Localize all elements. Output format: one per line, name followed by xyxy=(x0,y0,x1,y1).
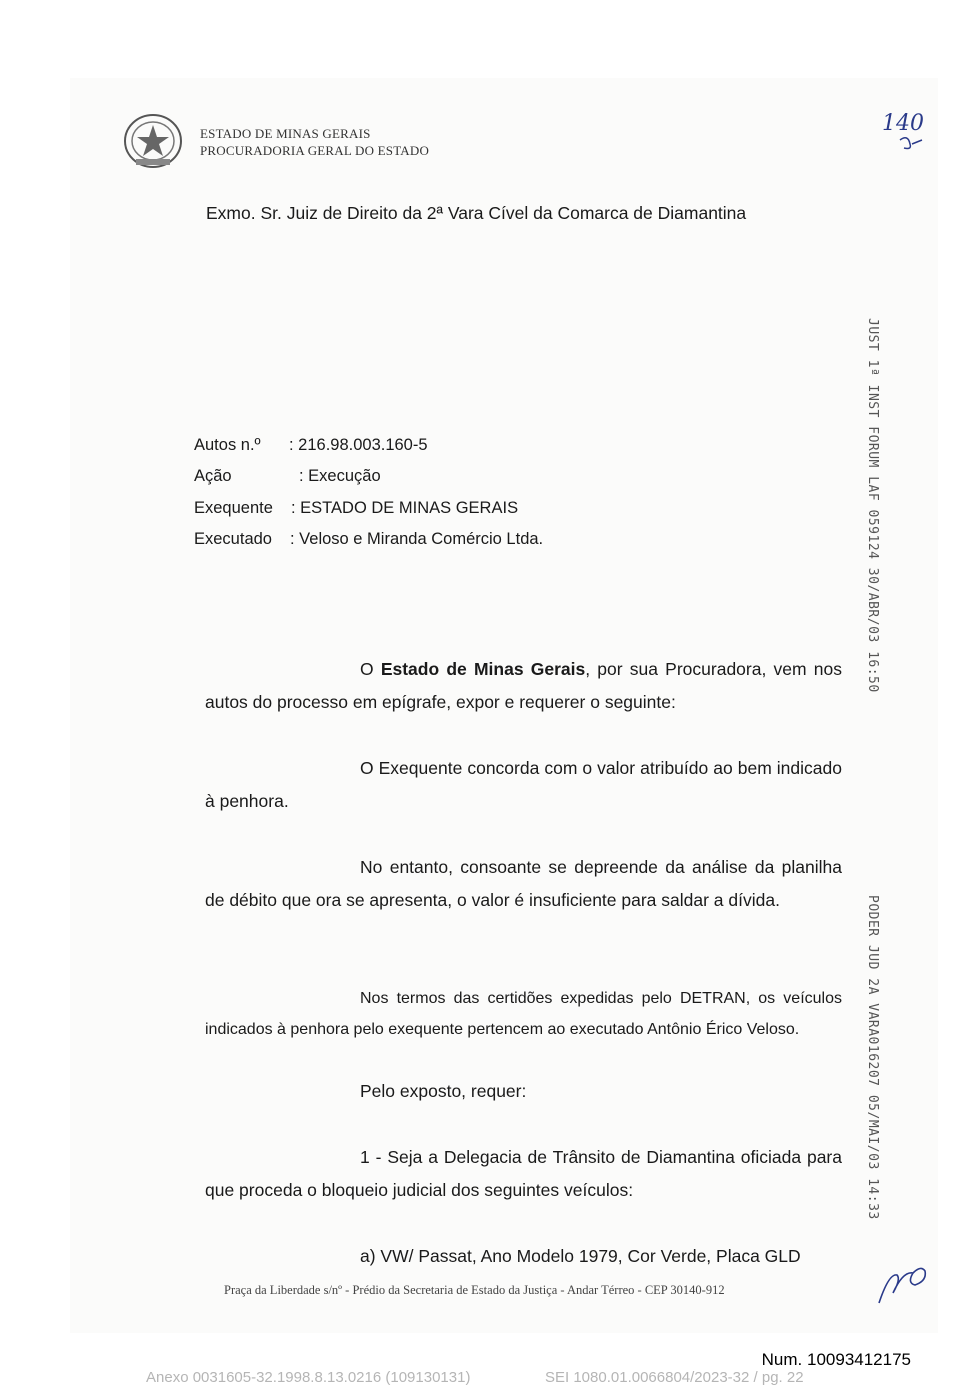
case-label: Ação xyxy=(194,467,232,485)
case-value: : Veloso e Miranda Comércio Ltda. xyxy=(290,530,544,548)
case-executado-row xyxy=(194,530,543,549)
case-label: Autos n.º xyxy=(194,436,261,454)
paragraph-agree: O Exequente concorda com o valor atribuído ao bem indicado à penhora. xyxy=(205,758,842,811)
sei-reference: SEI 1080.01.0066804/2023-32 / pg. 22 xyxy=(545,1369,804,1386)
protocol-stamp-bottom: PODER JUD 2A VARA016207 05/MAI/03 14:33 xyxy=(865,895,880,1220)
case-label: Exequente xyxy=(194,499,273,517)
handwritten-page-mark xyxy=(878,100,938,165)
salutation: Exmo. Sr. Juiz de Direito da 2ª Vara Cível da Comarca de Diamantina xyxy=(206,203,747,223)
paragraph-detran: Nos termos das certidões expedidas pelo DETRAN, os veículos indicados à penhora pelo exequente pertencem ao executado Antônio Érico Veloso. xyxy=(205,990,842,1038)
header-procuradoria: PROCURADORIA GERAL DO ESTADO xyxy=(200,143,430,158)
paragraph-request-intro: Pelo exposto, requer: xyxy=(360,1081,527,1101)
footer-address: Praça da Liberdade s/nº - Prédio da Secretaria de Estado da Justiça - Andar Térreo - CEP 30140-912 xyxy=(224,1283,725,1297)
case-autos-row xyxy=(194,436,428,455)
document-number: Num. 10093412175 xyxy=(761,1350,911,1369)
header-state: ESTADO DE MINAS GERAIS xyxy=(200,126,371,141)
bold-party-name: Estado de Minas Gerais xyxy=(380,659,586,679)
paragraph-insufficient: No entanto, consoante se depreende da análise da planilha de débito que ora se apresenta, o valor é insuficiente para saldar a dívida. xyxy=(205,857,842,910)
protocol-stamp-top: JUST 1ª INST FORUM LAF 059124 30/ABR/03 16:50 xyxy=(865,318,880,693)
case-value: : 216.98.003.160-5 xyxy=(289,436,428,454)
case-value: : Execução xyxy=(299,467,381,485)
paragraph-intro: O Estado de Minas Gerais, por sua Procuradora, vem nos autos do processo em epígrafe, expor e requerer o seguinte: xyxy=(205,659,842,712)
case-acao-row xyxy=(194,467,381,486)
state-crest-icon xyxy=(122,112,184,170)
case-label: Executado xyxy=(194,530,272,548)
paragraph-vehicle-a: a) VW/ Passat, Ano Modelo 1979, Cor Verde, Placa GLD xyxy=(360,1246,801,1266)
initials-signature xyxy=(875,1265,935,1315)
case-value: : ESTADO DE MINAS GERAIS xyxy=(291,499,519,517)
handwritten-page-number: 140 xyxy=(882,111,924,136)
paragraph-request-1: 1 - Seja a Delegacia de Trânsito de Diamantina oficiada para que proceda o bloqueio judicial dos seguintes veículos: xyxy=(205,1147,842,1200)
anexo-reference: Anexo 0031605-32.1998.8.13.0216 (109130131) xyxy=(146,1369,471,1386)
case-exequente-row xyxy=(194,499,518,518)
